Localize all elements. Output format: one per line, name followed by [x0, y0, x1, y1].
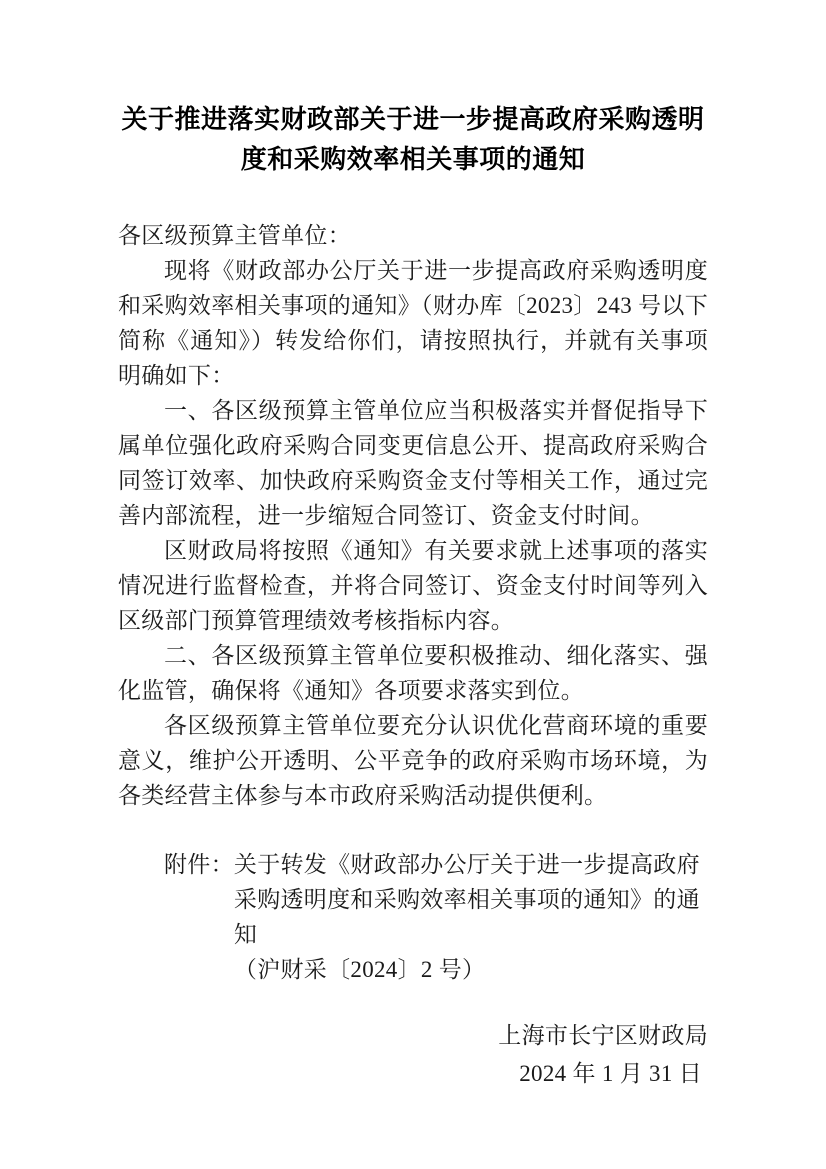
signature-date: 2024 年 1 月 31 日: [519, 1061, 702, 1086]
attachment-label: 附件：: [164, 852, 234, 877]
body-paragraph-5: 各区级预算主管单位要充分认识优化营商环境的重要意义，维护公开透明、公平竞争的政府采购市场环境，为各类经营主体参与本市政府采购活动提供便利。: [118, 713, 708, 808]
salutation: 各区级预算主管单位：: [118, 223, 351, 248]
body-paragraph-4: 二、各区级预算主管单位要积极推动、细化落实、强化监管，确保将《通知》各项要求落实到位。: [118, 643, 708, 703]
body-paragraph-2: 一、各区级预算主管单位应当积极落实并督促指导下属单位强化政府采购合同变更信息公开、提高政府采购合同签订效率、加快政府采购资金支付等相关工作，通过完善内部流程，进一步缩短合同签订、资金支付时间。: [118, 398, 708, 528]
document-body: [118, 218, 708, 1093]
attachment-citation: （沪财采〔2024〕2 号）: [233, 957, 486, 982]
signature-block: [118, 1017, 708, 1093]
attachment-block: [118, 847, 708, 987]
body-paragraph-3: 区财政局将按照《通知》有关要求就上述事项的落实情况进行监督检查，并将合同签订、资金支付时间等列入区级部门预算管理绩效考核指标内容。: [118, 538, 708, 633]
body-paragraph-1: 现将《财政部办公厅关于进一步提高政府采购透明度和采购效率相关事项的通知》（财办库〔2023〕243 号以下简称《通知》）转发给你们，请按照执行，并就有关事项明确如下：: [118, 258, 708, 388]
signature-issuer: 上海市长宁区财政局: [498, 1023, 708, 1048]
document-title: 关于推进落实财政部关于进一步提高政府采购透明度和采购效率相关事项的通知: [121, 105, 705, 174]
attachment-title: 关于转发《财政部办公厅关于进一步提高政府采购透明度和采购效率相关事项的通知》的通知: [233, 852, 700, 947]
attachment-content: [234, 847, 708, 987]
